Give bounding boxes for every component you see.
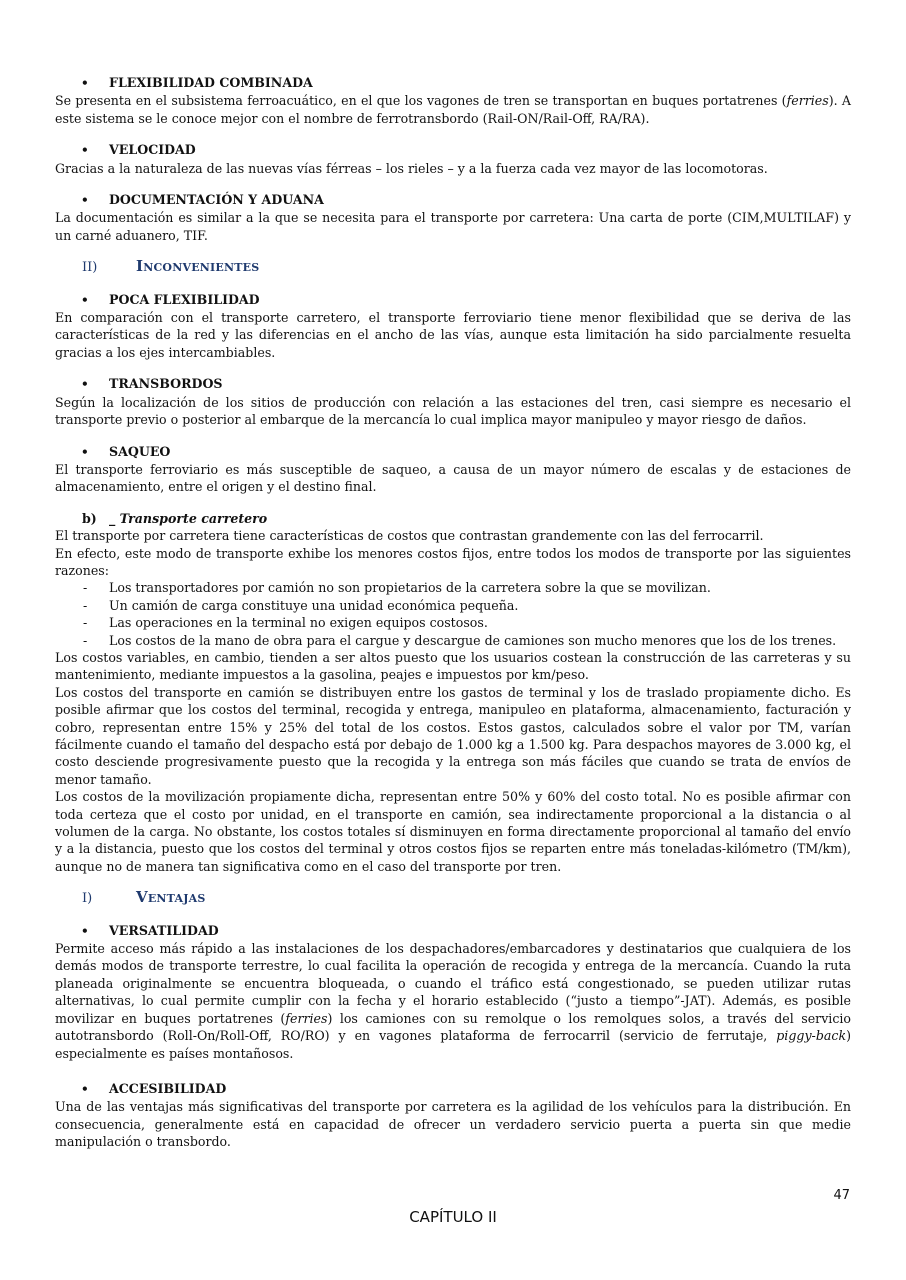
dash-marker: - xyxy=(83,615,88,631)
heading-flexibilidad-combinada xyxy=(55,74,851,92)
section-heading-ventajas xyxy=(55,889,851,907)
heading-text: POCA FLEXIBILIDAD xyxy=(109,291,260,307)
heading-text: FLEXIBILIDAD COMBINADA xyxy=(109,75,313,90)
paragraph-saqueo: El transporte ferroviario es más susceptible de saqueo, a causa de un mayor número de escalas y de estaciones de almacenamiento, entre el origen y el destino final. xyxy=(55,461,851,495)
paragraph-costos-camion: Los costos del transporte en camión se distribuyen entre los gastos de terminal y los de traslado propiamente dicho. Es posible afirmar que los costos del terminal, recogida y entrega, manipuleo en plataforma, almacenamiento, facturación y cobro, representan entre 15% y 25% del total de los costos. Estos gastos, calculados sobre el valor por TM, varían fácilmente cuando el tamaño del despacho está por debajo de 1.000 kg a 1.500 kg. Para despachos mayores de 3.000 kg, el costo desciende progresivamente puesto que la recogida y la entrega son más fáciles que cuando se trata de envíos de menor tamaño. xyxy=(55,684,851,787)
bullet: • xyxy=(81,76,89,90)
list-item xyxy=(55,632,851,649)
bullet: • xyxy=(81,292,89,307)
list-item-text: Las operaciones en la terminal no exigen equipos costosos. xyxy=(109,615,488,631)
heading-text: ACCESIBILIDAD xyxy=(109,1080,227,1096)
paragraph-costos-variables: Los costos variables, en cambio, tienden a ser altos puesto que los usuarios costean la construcción de las carreteras y su mantenimiento, mediante impuestos a la gasolina, peajes e impuestos por km/peso. xyxy=(55,649,851,683)
bullet: • xyxy=(81,444,89,459)
document-page xyxy=(55,74,851,1151)
list-item-text: Un camión de carga constituye una unidad económica pequeña. xyxy=(109,597,519,613)
paragraph-accesibilidad: Una de las ventajas más significativas del transporte por carretera es la agilidad de los vehículos para la distribución. En consecuencia, generalmente está en capacidad de ofrecer un verdadero servicio puerta a puerta sin que medie manipulación o transbordo. xyxy=(55,1099,851,1150)
list-item xyxy=(55,579,851,596)
heading-documentacion-aduana xyxy=(55,191,851,209)
bullet: • xyxy=(81,143,89,158)
text-run: Se presenta en el subsistema ferroacuático, en el que los vagones de tren se transportan en buques portatrenes ( xyxy=(55,93,787,109)
section-heading-inconvenientes xyxy=(55,258,851,276)
list-item-text: Los transportadores por camión no son propietarios de la carretera sobre la que se movilizan. xyxy=(109,580,711,596)
text-run: Permite acceso más rápido a las instalaciones de los despachadores/embarcadores y destinatarios que cualquiera de los demás modos de transporte terrestre, lo cual facilita la operación de recogida y entrega de la mercancía. Cuando la ruta planeada originalmente se encuentra bloqueada, o cuando el tráfico está congestionado, se pueden utilizar rutas alternativas, lo cual permite cumplir con la fecha y el horario establecido (“justo a tiempo”-JAT). Además, es posible movilizar en buques portatrenes ( xyxy=(55,941,851,1026)
heading-poca-flexibilidad xyxy=(55,291,851,309)
heading-saqueo xyxy=(55,443,851,461)
paragraph-costos-movilizacion: Los costos de la movilización propiamente dicha, representan entre 50% y 60% del costo total. No es posible afirmar con toda certeza que el costo por unidad, en el transporte en camión, sea indirectamente proporcional a la distancia o al volumen de la carga. No obstante, los costos totales sí disminuyen en forma directamente proporcional al tamaño del envío y a la distancia, puesto que los costos del terminal y otros costos fijos se reparten entre más toneladas-kilómetro (TM/km), aunque no de manera tan significativa como en el caso del transporte por tren. xyxy=(55,789,851,874)
heading-transbordos xyxy=(55,375,851,393)
bullet: • xyxy=(81,1081,89,1096)
chapter-footer: CAPÍTULO II xyxy=(409,1208,497,1226)
bullet: • xyxy=(81,193,89,208)
paragraph-carretero-razones: En efecto, este modo de transporte exhibe los menores costos fijos, entre todos los modos de transporte por las siguientes razones: xyxy=(55,545,851,578)
section-number: I) xyxy=(82,891,93,907)
page-number: 47 xyxy=(833,1188,850,1203)
heading-accesibilidad xyxy=(55,1080,851,1098)
paragraph-velocidad: Gracias a la naturaleza de las nuevas vías férreas – los rieles – y a la fuerza cada vez mayor de las locomotoras. xyxy=(55,160,768,176)
heading-text: VERSATILIDAD xyxy=(109,922,219,938)
list-item-text: Los costos de la mano de obra para el cargue y descargue de camiones son mucho menores que los de los trenes. xyxy=(109,632,837,648)
text-run-italic: ferries xyxy=(786,93,829,109)
heading-text: TRANSBORDOS xyxy=(109,376,223,392)
list-item xyxy=(55,614,851,631)
text-run: ) especialmente es países montañosos. xyxy=(55,1028,851,1061)
heading-text: SAQUEO xyxy=(109,443,171,459)
paragraph-carretero-intro: El transporte por carretera tiene características de costos que contrastan grandemente con las del ferrocarril. xyxy=(55,528,764,544)
paragraph-documentacion-aduana: La documentación es similar a la que se necesita para el transporte por carretera: Una carta de porte (CIM,MULTILAF) y un carné aduanero, TIF. xyxy=(55,210,851,243)
text-run-italic: ferries xyxy=(285,1010,328,1026)
dash-marker: - xyxy=(83,597,88,613)
heading-text: DOCUMENTACIÓN Y ADUANA xyxy=(109,192,324,208)
paragraph-transbordos: Según la localización de los sitios de producción con relación a las estaciones del tren, casi siempre es necesario el transporte previo o posterior al embarque de la mercancía lo cual implica mayor manipuleo y mayor riesgo de daños. xyxy=(55,394,851,428)
text-run: ). A este sistema se le conoce mejor con el nombre de ferrotransbordo (Rail-ON/Rail-Off, RA/RA). xyxy=(55,93,851,126)
dash-marker: - xyxy=(83,580,88,596)
paragraph-poca-flexibilidad: En comparación con el transporte carretero, el transporte ferroviario tiene menor flexibilidad que se deriva de las características de la red y las diferencias en el ancho de las vías, aunque esta limitación ha sido parcialmente resuelta gracias a los ejes intercambiables. xyxy=(55,310,851,360)
section-title: Ventajas xyxy=(136,888,206,907)
heading-text: VELOCIDAD xyxy=(109,142,196,158)
subsection-title: _ Transporte carretero xyxy=(109,510,268,526)
paragraph-versatilidad xyxy=(55,940,851,1062)
bullet: • xyxy=(81,923,89,938)
dash-marker: - xyxy=(83,632,88,648)
text-run: ) los camiones con su remolque o los remolques solos, a través del servicio autotransbordo (Roll-On/Roll-Off, RO/RO) y en vagones plataforma de ferrocarril (servicio de ferrutaje, xyxy=(55,1010,851,1044)
list-item xyxy=(55,597,851,614)
section-number: II) xyxy=(82,260,98,276)
heading-versatilidad xyxy=(55,922,851,940)
section-title: Inconvenientes xyxy=(136,257,260,276)
subsection-label: b) xyxy=(82,510,97,526)
bullet: • xyxy=(81,377,89,392)
subsection-heading-transporte-carretero xyxy=(55,510,851,527)
text-run-italic: piggy-back xyxy=(776,1028,847,1044)
razones-list xyxy=(55,579,851,649)
heading-velocidad xyxy=(55,141,851,159)
paragraph-flexibilidad-combinada xyxy=(55,92,851,127)
